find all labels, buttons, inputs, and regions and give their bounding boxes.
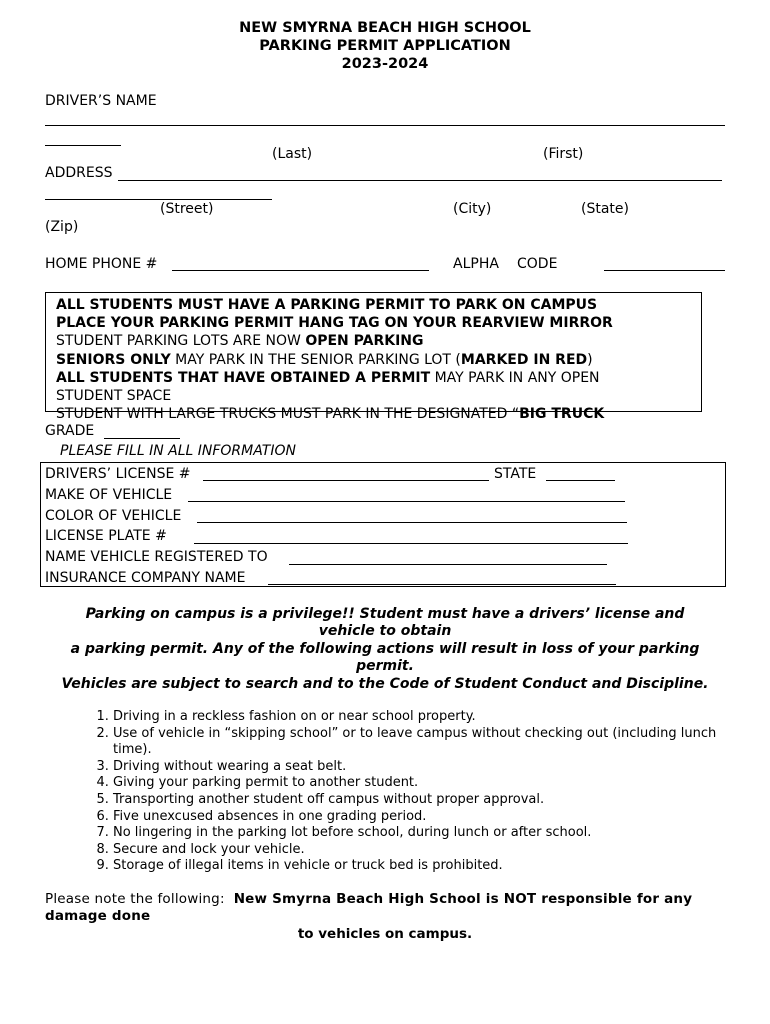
drivers-license-label: DRIVERS’ LICENSE # — [45, 466, 191, 482]
notice-line-4: permit. — [356, 658, 414, 674]
plate-field[interactable] — [194, 543, 628, 544]
registered-to-label: NAME VEHICLE REGISTERED TO — [45, 549, 268, 565]
list-item: 1. Driving in a reckless fashion on or near school property. — [113, 709, 733, 726]
zip-caption: (Zip) — [45, 219, 79, 235]
license-state-field[interactable] — [546, 480, 615, 481]
address-field-continued[interactable] — [45, 199, 272, 200]
list-item: 9. Storage of illegal items in vehicle or truck bed is prohibited. — [113, 858, 733, 875]
list-item: 5. Transporting another student off campus without proper approval. — [113, 792, 733, 809]
state-caption: (State) — [581, 201, 629, 217]
form-title: PARKING PERMIT APPLICATION — [259, 38, 511, 54]
drivers-license-field[interactable] — [203, 480, 489, 481]
insurance-label: INSURANCE COMPANY NAME — [45, 570, 246, 586]
school-name: NEW SMYRNA BEACH HIGH SCHOOL — [239, 20, 531, 36]
insurance-field[interactable] — [268, 584, 616, 585]
rule-open-parking: STUDENT PARKING LOTS ARE NOW OPEN PARKING — [56, 333, 424, 350]
rule-large-trucks: STUDENT WITH LARGE TRUCKS MUST PARK IN THE DESIGNATED “BIG TRUCK — [56, 406, 605, 423]
home-phone-label: HOME PHONE # — [45, 256, 158, 272]
code-label: CODE — [517, 256, 558, 272]
notice-line-3: a parking permit. Any of the following actions will result in loss of your parking — [70, 641, 700, 657]
alpha-code-field[interactable] — [604, 270, 725, 271]
liability-note — [45, 891, 727, 925]
rule-all-students: ALL STUDENTS THAT HAVE OBTAINED A PERMIT MAY PARK IN ANY OPEN — [56, 369, 600, 386]
drivers-name-field-continued[interactable] — [45, 145, 121, 146]
plate-label: LICENSE PLATE # — [45, 528, 167, 544]
rule-permit-required: ALL STUDENTS MUST HAVE A PARKING PERMIT TO PARK ON CAMPUS — [56, 297, 598, 313]
note-disclaimer: New Smyrna Beach High School is NOT responsible for any damage done — [45, 891, 693, 924]
parking-rules-box — [45, 292, 702, 423]
rule-student-space: STUDENT SPACE — [56, 388, 172, 405]
note-prefix: Please note the following: — [45, 891, 225, 907]
list-item: 4. Giving your parking permit to another student. — [113, 775, 733, 792]
alpha-label: ALPHA — [453, 256, 499, 272]
list-item: 8. Secure and lock your vehicle. — [113, 842, 733, 859]
rule-seniors-only: SENIORS ONLY MAY PARK IN THE SENIOR PARKING LOT (MARKED IN RED) — [56, 351, 593, 368]
registered-to-field[interactable] — [289, 564, 607, 565]
first-name-caption: (First) — [543, 146, 584, 162]
address-field[interactable] — [118, 180, 722, 181]
notice-line-5: Vehicles are subject to search and to the Code of Student Conduct and Discipline. — [61, 676, 709, 692]
grade-field[interactable] — [104, 438, 180, 439]
last-name-caption: (Last) — [272, 146, 313, 162]
list-item: 3. Driving without wearing a seat belt. — [113, 759, 733, 776]
color-field[interactable] — [197, 522, 627, 523]
license-state-label: STATE — [494, 466, 537, 482]
notice-line-2: vehicle to obtain — [318, 623, 452, 639]
school-year: 2023-2024 — [341, 56, 429, 72]
home-phone-field[interactable] — [172, 270, 429, 271]
make-label: MAKE OF VEHICLE — [45, 487, 173, 503]
drivers-name-field[interactable] — [45, 125, 725, 126]
list-item: 2. Use of vehicle in “skipping school” or to leave campus without checking out (including lunch time). — [113, 726, 733, 759]
make-field[interactable] — [188, 501, 625, 502]
city-caption: (City) — [453, 201, 492, 217]
list-item: 6. Five unexcused absences in one grading period. — [113, 809, 733, 826]
color-label: COLOR OF VEHICLE — [45, 508, 182, 524]
notice-line-1: Parking on campus is a privilege!! Student must have a drivers’ license and — [85, 606, 685, 622]
fill-instruction: PLEASE FILL IN ALL INFORMATION — [60, 443, 296, 459]
address-label: ADDRESS — [45, 165, 113, 181]
rule-hang-tag: PLACE YOUR PARKING PERMIT HANG TAG ON YOUR REARVIEW MIRROR — [56, 315, 613, 332]
list-item: 7. No lingering in the parking lot before school, during lunch or after school. — [113, 825, 733, 842]
street-caption: (Street) — [160, 201, 214, 217]
grade-label: GRADE — [45, 423, 95, 439]
violation-list — [68, 709, 733, 875]
note-disclaimer-end: to vehicles on campus. — [297, 926, 473, 942]
drivers-name-label: DRIVER’S NAME — [45, 93, 157, 109]
